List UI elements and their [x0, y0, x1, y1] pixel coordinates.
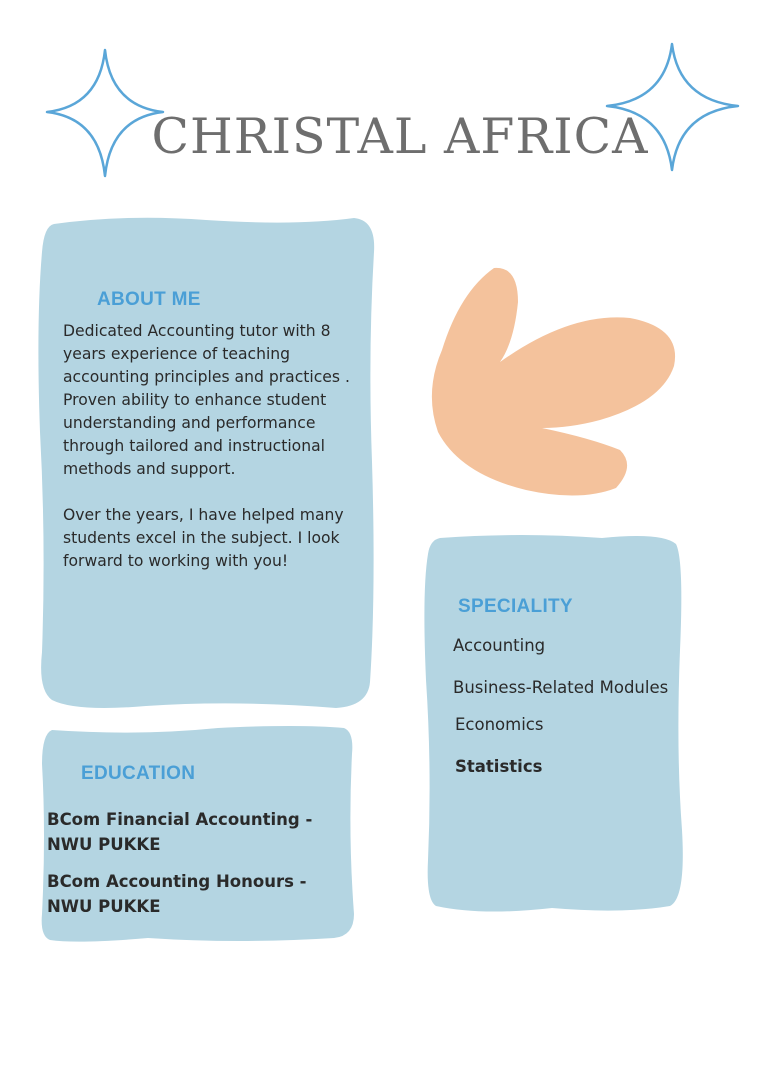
- page-title: CHRISTAL AFRICA: [151, 108, 649, 165]
- education-heading: EDUCATION: [81, 763, 196, 784]
- about-heading: ABOUT ME: [97, 289, 201, 310]
- education-item: BCom Accounting Honours - NWU PUKKE: [47, 872, 307, 916]
- speciality-item: Accounting: [453, 636, 546, 655]
- about-text: [63, 320, 353, 596]
- speciality-item: Statistics: [455, 757, 543, 776]
- leaf-shape: [430, 262, 680, 500]
- education-item: BCom Financial Accounting - NWU PUKKE: [47, 810, 313, 854]
- speciality-item: Economics: [455, 715, 544, 734]
- speciality-item: Business-Related Modules: [453, 678, 669, 697]
- about-paragraph: Over the years, I have helped many students excel in the subject. I look forward to working with you!: [63, 506, 344, 570]
- speciality-heading: SPECIALITY: [458, 596, 573, 617]
- about-paragraph: Dedicated Accounting tutor with 8 years experience of teaching accounting principles and practices . Proven ability to enhance student understanding and performance through tailored and instructional methods and support.: [63, 322, 350, 478]
